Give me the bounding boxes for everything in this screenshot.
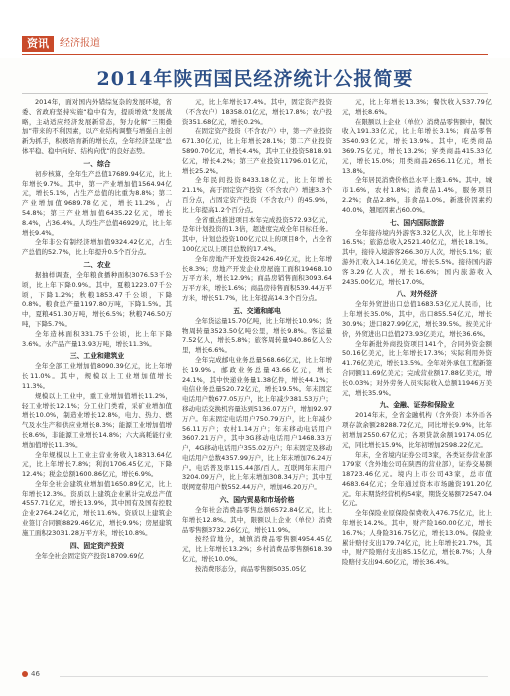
footer-divider: [60, 676, 488, 677]
section-heading: 一、综合: [83, 159, 111, 168]
section-heading: 八、对外经济: [396, 290, 438, 299]
paragraph: 全年全社会固定资产投资18709.69亿: [35, 551, 145, 560]
paragraph: 全年外贸进出口总值1683.53亿元人民币，比上年增长35.0%，其中，出口855.54亿元，增长30.9%；进口827.99亿元，增长39.5%。按美元计价，外贸进出口总值273.93亿美元，增长36.6%。: [342, 300, 492, 338]
section-subtitle: 经济报道: [60, 38, 100, 49]
paragraph: 按消费形态分，商品零售额5035.05亿: [195, 564, 307, 573]
paragraph: 在固定资产投资（不含农户）中，第一产业投资671.30亿元，比上年增长28.1%；第二产业投资5890.70亿元，增长4.4%，其中工业投资5818.91亿元，增长4.2%；第三产业投资11796.01亿元，增长25.2%。: [182, 127, 332, 175]
page-number: [22, 670, 40, 678]
paragraph: 全年保险业原保险保费收入476.75亿元，比上年增长14.2%。其中，财产险160.00亿元，增长16.7%；人身险316.75亿元，增长13.0%。保险业累计赔付支出179.74亿元，比上年增长21.7%，其中，财产险赔付支出85.15亿元，增长8.7%；人身险赔付支出94.60亿元，增长36.4%。: [342, 509, 492, 567]
paragraph: 全年房地产开发投资2426.49亿元，比上年增长8.3%；房地产开发企业房屋施工面积19468.10万平方米，增长12.9%；商品房销售面积3093.64万平方米，增长1.6%；商品房待售面积539.44万平方米，增长51.7%，比上年提高14.3个百分点。: [182, 254, 332, 302]
section-heading: 四、固定资产投资: [69, 541, 125, 550]
header-divider: [22, 54, 488, 55]
paragraph: 全年非公有制经济增加值9324.42亿元，占生产总值的52.7%，比上年提升0.5个百分点。: [22, 238, 172, 257]
paragraph: 全年规模以上工业主营业务收入18313.64亿元，比上年增长7.8%；利润1706.45亿元，下降12.4%；税金总额1600.86亿元，增长6.9%。: [22, 450, 172, 479]
text-column-3: [342, 98, 492, 664]
paragraph: 全年接待境内外游客3.32亿人次，比上年增长16.5%；旅游总收入2521.40亿元，增长18.1%。其中，接待入境游客266.30万人次，增长5.1%；旅游外汇收入14.16亿美元，增长5.5%。接待国内游客3.29亿人次，增长16.6%；国内旅游收入2435.00亿元，增长17.0%。: [342, 228, 492, 286]
article-body: [22, 98, 492, 664]
paragraph: 全年货运量15.70亿吨，比上年增长10.9%；货物周转量3523.50亿吨公里，增长9.8%。客运量7.52亿人，增长5.8%；旅客周转量940.86亿人公里，增长6.6%。: [182, 316, 332, 355]
paragraph: 2014年，面对国内外错综复杂的发展环境，省委、省政府坚持实施“稳中有为，提质增效”发展战略，主动适应经济发展新常态，努力化解“三期叠加”带来的不利因素，以产业结构调整与增强自主创新为抓手，积极培育新的增长点，全年经济呈现“总体平稳、稳中向好、结构向优”的良好态势。: [22, 98, 172, 155]
paragraph: 全年造林面积331.75千公顷，比上年下降3.6%。水产品产量13.93万吨，增长11.3%。: [22, 329, 172, 348]
article-title: 2014年陕西国民经济统计公报简要: [96, 68, 414, 90]
section-heading: 七、国内国际旅游: [389, 218, 445, 227]
paragraph: 全年新批外商投资项目141个，合同外资金额50.16亿美元，比上年增长17.3%；实际利用外资41.76亿美元，增长13.5%。全年对外承包工程新签合同额11.69亿美元；完成营业额17.88亿美元，增长0.03%；对外劳务人员实际收入总额11946万美元，增长35.9%。: [342, 339, 492, 397]
paragraph: 规模以上工业中，重工业增加值增长11.2%，轻工业增长12.1%；分工业门类看，采矿业增加值增长10.0%，制造业增长12.8%，电力、热力、燃气及水生产和供应业增长8.3%；能源工业增加值增长8.6%，非能源工业增长14.8%；六大高耗能行业增加值增长11.3%。: [22, 391, 172, 449]
page-number-text: 46: [31, 670, 40, 678]
page-dot-icon: [22, 671, 28, 677]
paragraph: 全年全社会建筑业增加值1650.89亿元，比上年增长12.3%。资质以上建筑企业累计完成总产值4557.71亿元，增长13.9%，其中国有及国有控股企业2764.24亿元，增长11.6%。资质以上建筑企业签订合同额8829.46亿元，增长9.9%；房屋建筑施工面积23031.28万平方米，增长10.8%。: [22, 479, 172, 537]
paragraph: 在限额以上企业（单位）消费品零售额中，餐饮收入191.33亿元，比上年增长3.1%；商品零售3540.93亿元，增长13.9%。其中，吃类商品369.75亿元，增长13.2%；穿类商品415.33亿元，增长15.0%；用类商品2656.11亿元，增长13.8%。: [342, 117, 492, 175]
paragraph: 年末，全省境内证券公司3家，各类证券营业部179家（含外地公司在陕西的营业部），证券交易额18723.46亿元。境内上市公司43家，总市值4683.64亿元；全年通过资本市场融资191.20亿元。年末期货经营机构54家，期货交易额72547.04亿元。: [342, 450, 492, 508]
title-divider: [22, 93, 488, 94]
section-heading: 九、金融、证券和保险业: [379, 401, 455, 410]
paragraph: 全年社会消费品零售总额6572.84亿元，比上年增长12.8%。其中，限额以上企业（单位）消费品零售额3732.26亿元，增长11.9%。: [182, 506, 332, 534]
paragraph: 据抽样调查，全年粮食播种面积3076.53千公顷，比上年下降0.9%。其中，夏粮1223.07千公顷，下降1.2%；秋粮1853.47千公顷，下降0.8%。粮食总产量1197.80万吨，下降1.5%。其中，夏粮451.30万吨，增长6.5%；秋粮746.50万吨，下降5.7%。: [22, 270, 172, 328]
paragraph: 2014年末，全省金融机构（含外资）本外币各项存款余额28288.72亿元，同比增长9.9%，比年初增加2550.67亿元；各项贷款余额19174.05亿元，同比增长15.9%，比年初增加2598.22亿元。: [342, 411, 492, 449]
section-tag-label: 资讯: [22, 36, 54, 52]
paragraph: 全年全部工业增加值8090.39亿元，比上年增长11.0%。其中，规模以上工业增加值增长11.3%。: [22, 362, 172, 390]
paragraph: 全年完成邮电业务总量568.66亿元，比上年增长19.9%。邮政业务总量43.66亿元，增长24.1%，其中快递业务量1.38亿件，增长44.1%；电信业务总量520.72亿元，增长19.5%。年末固定电话用户数677.05万户，比上年减少381.53万户；移动电话交换机容量达到5136.07万户，增加92.97万户。年末固定电话用户750.79万户，比上年减少56.11万户；农村1.14万户；年末移动电话用户3607.21万户，其中3G移动电话用户1468.33万户，4G移动电话用户355.02万户；年末固定及移动电话用户总数4357.99万户，比上年末增加76.24万户。电话普及率115.44部/百人。互联网年末用户3204.09万户，比上年末增加308.34万户；其中互联网宽带用户数552.44万户，增加46.20万户。: [182, 355, 332, 492]
paragraph: 元，比上年增长17.4%。其中，固定资产投资（不含农户）18358.01亿元，增长17.8%；农户投资351.68亿元，增长0.2%。: [182, 98, 332, 126]
paragraph: 全年民间投资8433.18亿元，比上年增长21.1%，高于固定资产投资（不含农户）增速3.3个百分点，占固定资产投资（不含农户）的45.9%，比上年提高1.2个百分点。: [182, 176, 332, 214]
paragraph: 按经营地分，城镇消费品零售额4954.45亿元，比上年增长13.2%；乡村消费品零售额618.39亿元，增长10.0%。: [182, 535, 332, 564]
section-heading: 二、农业: [83, 260, 111, 269]
section-tag: [22, 36, 100, 52]
text-column-1: [22, 98, 172, 664]
section-heading: 五、交通和邮电: [233, 306, 281, 315]
section-heading: 六、国内贸易和市场价格: [219, 496, 295, 505]
paragraph: 初步核算，全年生产总值17689.94亿元，比上年增长9.7%。其中，第一产业增加值1564.94亿元，增长5.1%，占生产总值的比重为8.8%；第二产业增加值9689.78亿元，增长11.2%，占54.8%；第三产业增加值6435.22亿元，增长8.4%，占36.4%。人均生产总值46929元，比上年增长9.4%。: [22, 169, 172, 237]
text-column-2: [182, 98, 332, 664]
paragraph: 元，比上年增长13.3%；餐饮收入537.79亿元，增长8.6%。: [342, 98, 492, 116]
section-heading: 三、工业和建筑业: [69, 352, 125, 361]
paragraph: 全省重点推进项目本年完成投资572.93亿元，是年计划投资的1.3倍，超进度完成全年目标任务。其中，计划总投资100亿元以上的项目8个，占全省100亿元以上项目总数的17.4%。: [182, 215, 332, 253]
paragraph: 全年居民消费价格总水平上涨1.6%。其中，城市1.6%，农村1.8%；消费品1.4%，服务项目2.2%；食品2.8%，非食品1.0%。新涨价因素约40.0%，翘尾因素占60.0%。: [342, 176, 492, 214]
header-bar: [0, 0, 510, 58]
